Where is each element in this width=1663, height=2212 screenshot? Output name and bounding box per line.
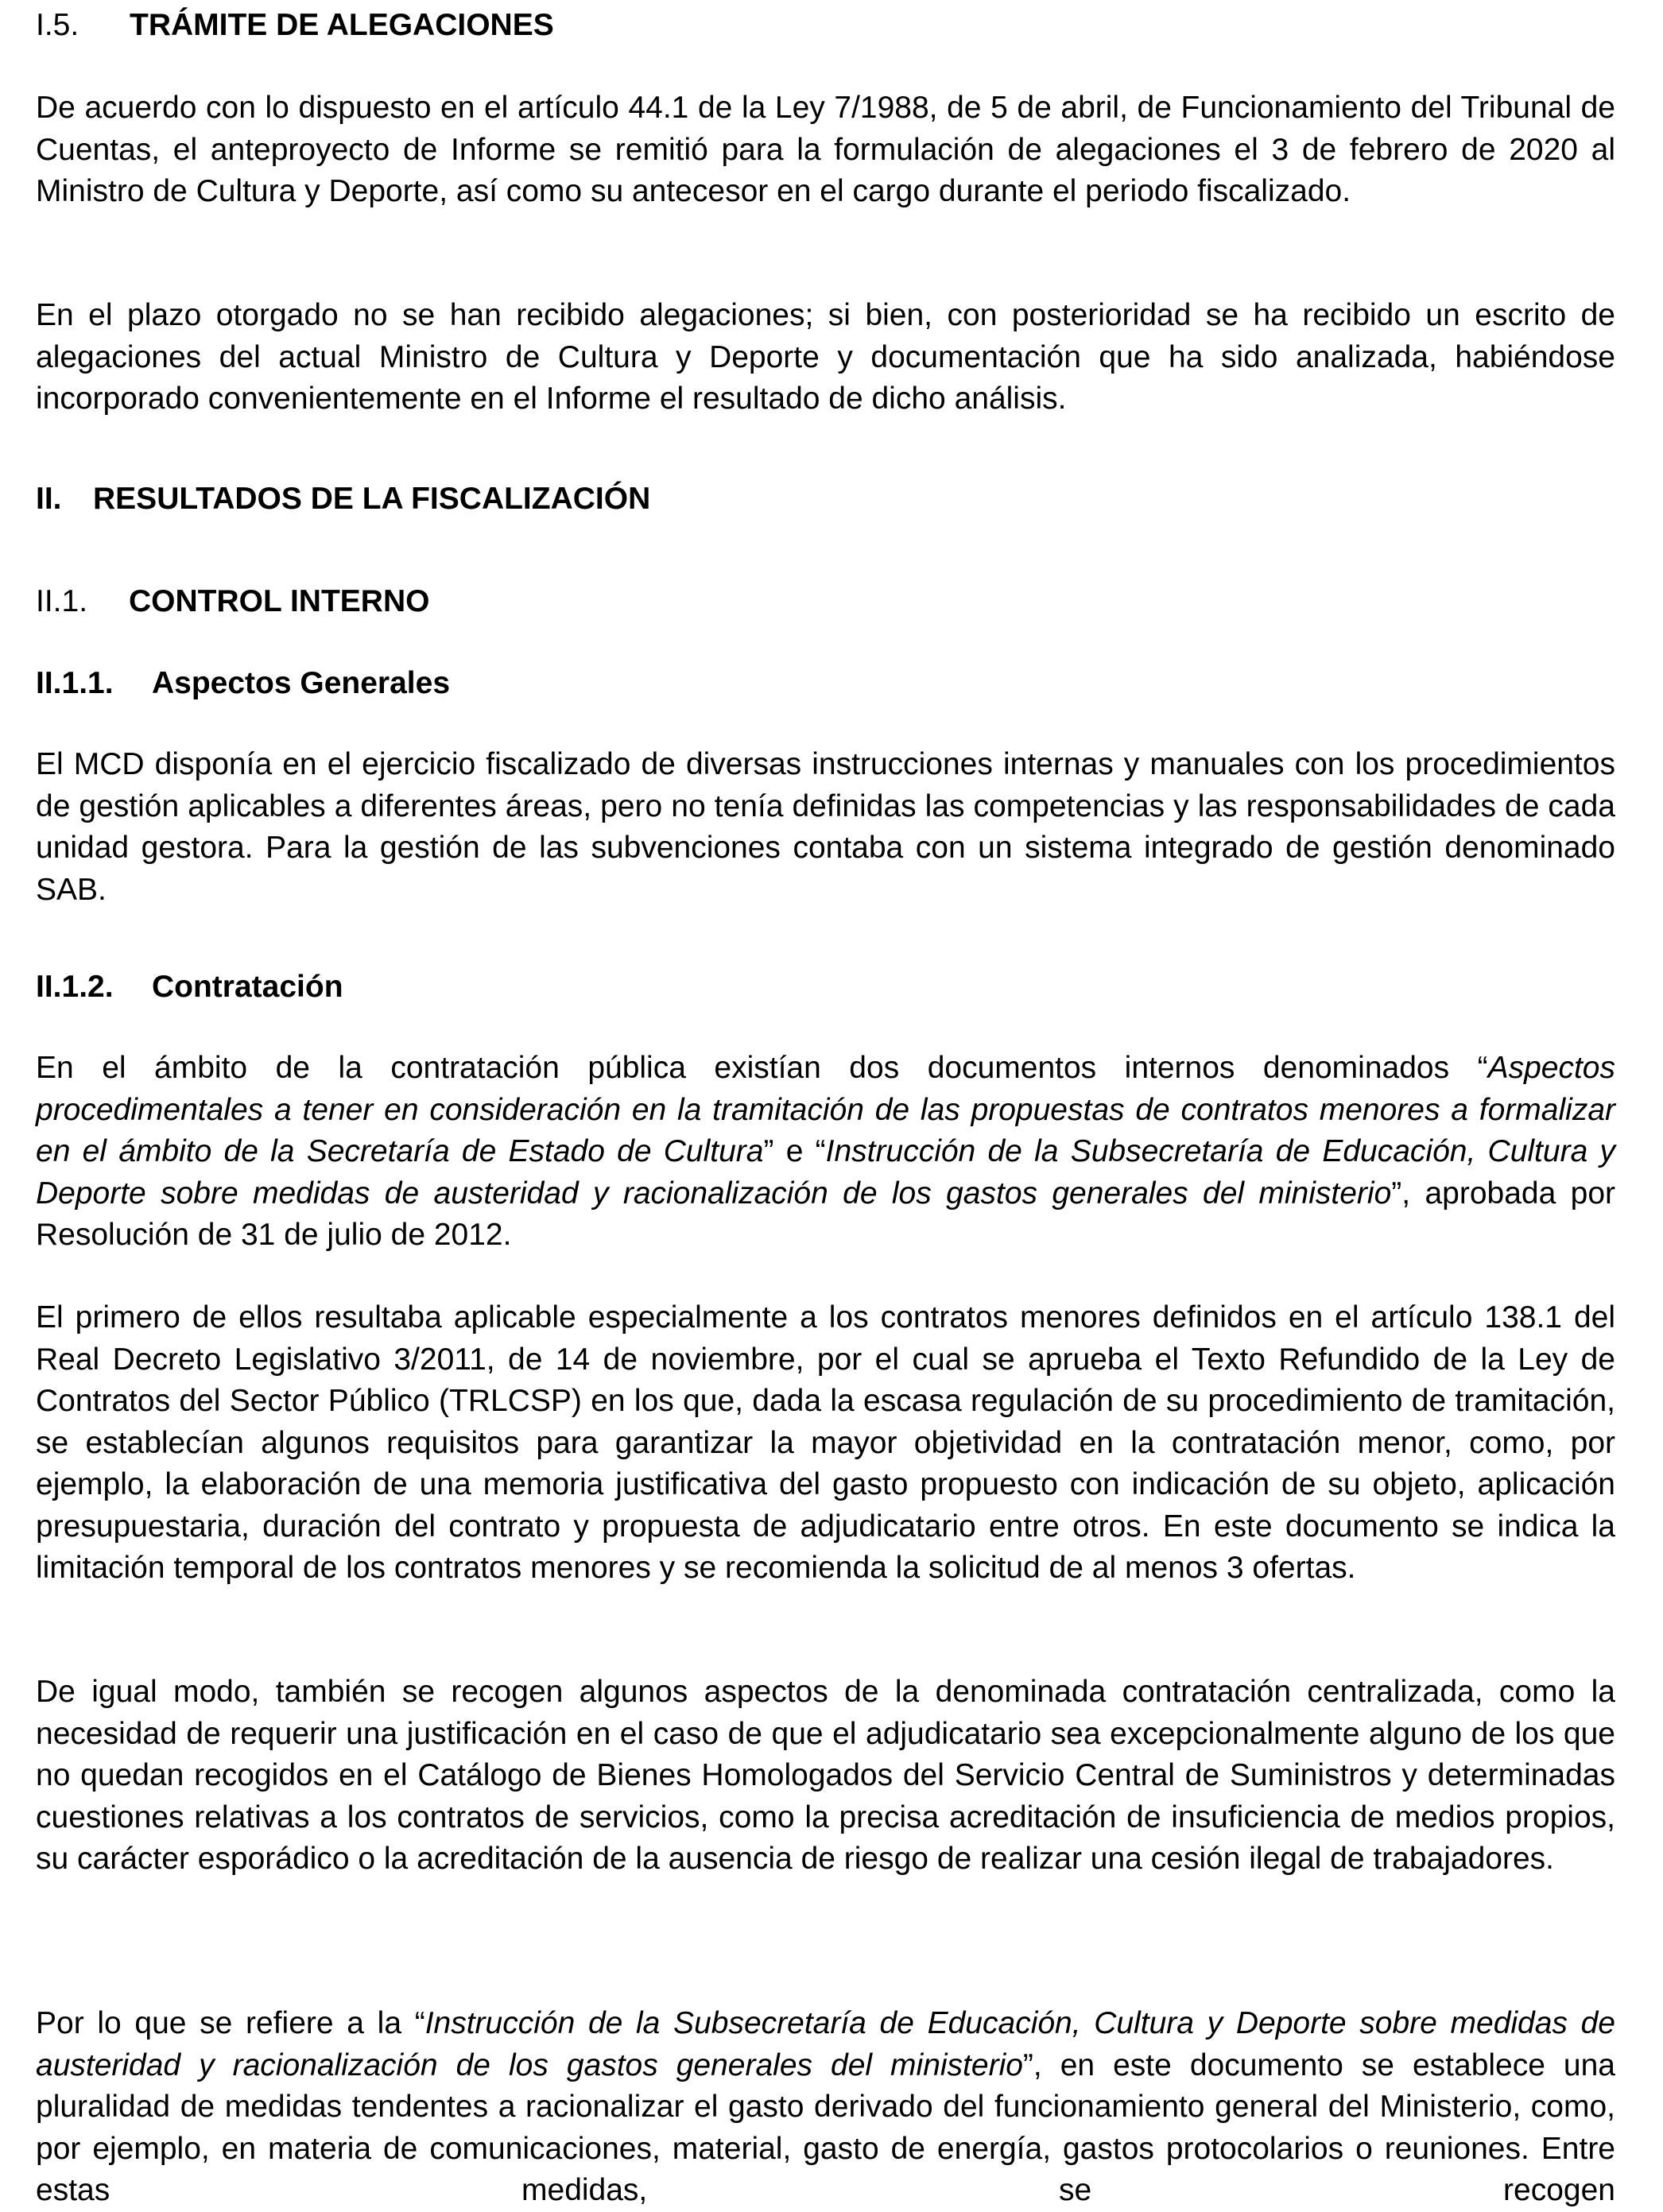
text-run: En el ámbito de la contratación pública existían dos documentos internos denominados “ <box>36 1051 1488 1085</box>
section-title: RESULTADOS DE LA FISCALIZACIÓN <box>93 482 651 516</box>
section-number: I.5. <box>36 8 79 42</box>
section-number: II.1.1. <box>36 666 114 700</box>
paragraph-contratacion-4 <box>36 2003 1615 2212</box>
section-number: II.1. <box>36 584 88 618</box>
section-title: CONTROL INTERNO <box>129 584 430 618</box>
section-title: TRÁMITE DE ALEGACIONES <box>130 8 554 42</box>
section-heading-ii11 <box>36 663 450 704</box>
paragraph-alegaciones-2: En el plazo otorgado no se han recibido alegaciones; si bien, con posterioridad se ha recibido un escrito de alegaciones del actual Ministro de Cultura y Deporte y documentación que ha sido analizada, habiéndose incorporado convenientemente en el Informe el resultado de dicho análisis. <box>36 298 1615 416</box>
paragraph-contratacion-3: De igual modo, también se recogen algunos aspectos de la denominada contratación centralizada, como la necesidad de requerir una justificación en el caso de que el adjudicatario sea excepcionalmente alguno de los que no quedan recogidos en el Catálogo de Bienes Homologados del Servicio Central de Suministros y determinadas cuestiones relativas a los contratos de servicios, como la precisa acreditación de insuficiencia de medios propios, su carácter esporádico o la acreditación de la ausencia de riesgo de realizar una cesión ilegal de trabajadores. <box>36 1675 1615 1876</box>
section-heading-ii <box>36 478 650 520</box>
paragraph-contratacion-2: El primero de ellos resultaba aplicable especialmente a los contratos menores definidos en el artículo 138.1 del Real Decreto Legislativo 3/2011, de 14 de noviembre, por el cual se aprueba el Texto Refundido de la Ley de Contratos del Sector Público (TRLCSP) en los que, dada la escasa regulación de su procedimiento de tramitación, se establecían algunos requisitos para garantizar la mayor objetividad en la contratación menor, como, por ejemplo, la elaboración de una memoria justificativa del gasto propuesto con indicación de su objeto, aplicación presupuestaria, duración del contrato y propuesta de adjudicatario entre otros. En este documento se indica la limitación temporal de los contratos menores y se recomienda la solicitud de al menos 3 ofertas. <box>36 1300 1615 1585</box>
section-heading-i5 <box>36 5 554 46</box>
italic-document-title: Instrucción de la Subsecretaría de Educación, Cultura y Deporte sobre medidas de austeridad y racionalización de los gastos generales del ministerio <box>36 1134 1616 1211</box>
section-heading-ii1 <box>36 581 429 622</box>
section-number: II.1.2. <box>36 970 114 1004</box>
section-number: II. <box>36 482 62 516</box>
text-run: ”, en este documento se establece una pluralidad de medidas tendentes a racionalizar el gasto derivado del funcionamiento general del Ministerio, como, por ejemplo, en materia de comunicaciones, material, gasto de energía, gastos protocolarios o reuniones. Entre estas medidas, se recogen <box>36 2047 1615 2207</box>
paragraph-contratacion-1 <box>36 1048 1615 1257</box>
text-run: ”, aprobada por Resolución de 31 de julio de 2012. <box>36 1176 1615 1252</box>
section-heading-ii12 <box>36 967 343 1008</box>
paragraph-aspectos-generales: El MCD disponía en el ejercicio fiscalizado de diversas instrucciones internas y manuales con los procedimientos de gestión aplicables a diferentes áreas, pero no tenía definidas las competencias y las responsabilidades de cada unidad gestora. Para la gestión de las subvenciones contaba con un sistema integrado de gestión denominado SAB. <box>36 747 1615 907</box>
section-title: Contratación <box>152 970 343 1004</box>
section-title: Aspectos Generales <box>152 666 451 700</box>
italic-document-title: Aspectos procedimentales a tener en consideración en la tramitación de las propuestas de contratos menores a formalizar en el ámbito de la Secretaría de Estado de Cultura <box>36 1051 1615 1168</box>
text-run: ” e “ <box>763 1134 826 1168</box>
italic-document-title: Instrucción de la Subsecretaría de Educación, Cultura y Deporte sobre medidas de austeridad y racionalización de los gastos generales del ministerio <box>36 2006 1615 2082</box>
paragraph-alegaciones-1: De acuerdo con lo dispuesto en el artículo 44.1 de la Ley 7/1988, de 5 de abril, de Funcionamiento del Tribunal de Cuentas, el anteproyecto de Informe se remitió para la formulación de alegaciones el 3 de febrero de 2020 al Ministro de Cultura y Deporte, así como su antecesor en el cargo durante el periodo fiscalizado. <box>36 91 1615 208</box>
text-run: Por lo que se refiere a la “ <box>36 2006 425 2040</box>
